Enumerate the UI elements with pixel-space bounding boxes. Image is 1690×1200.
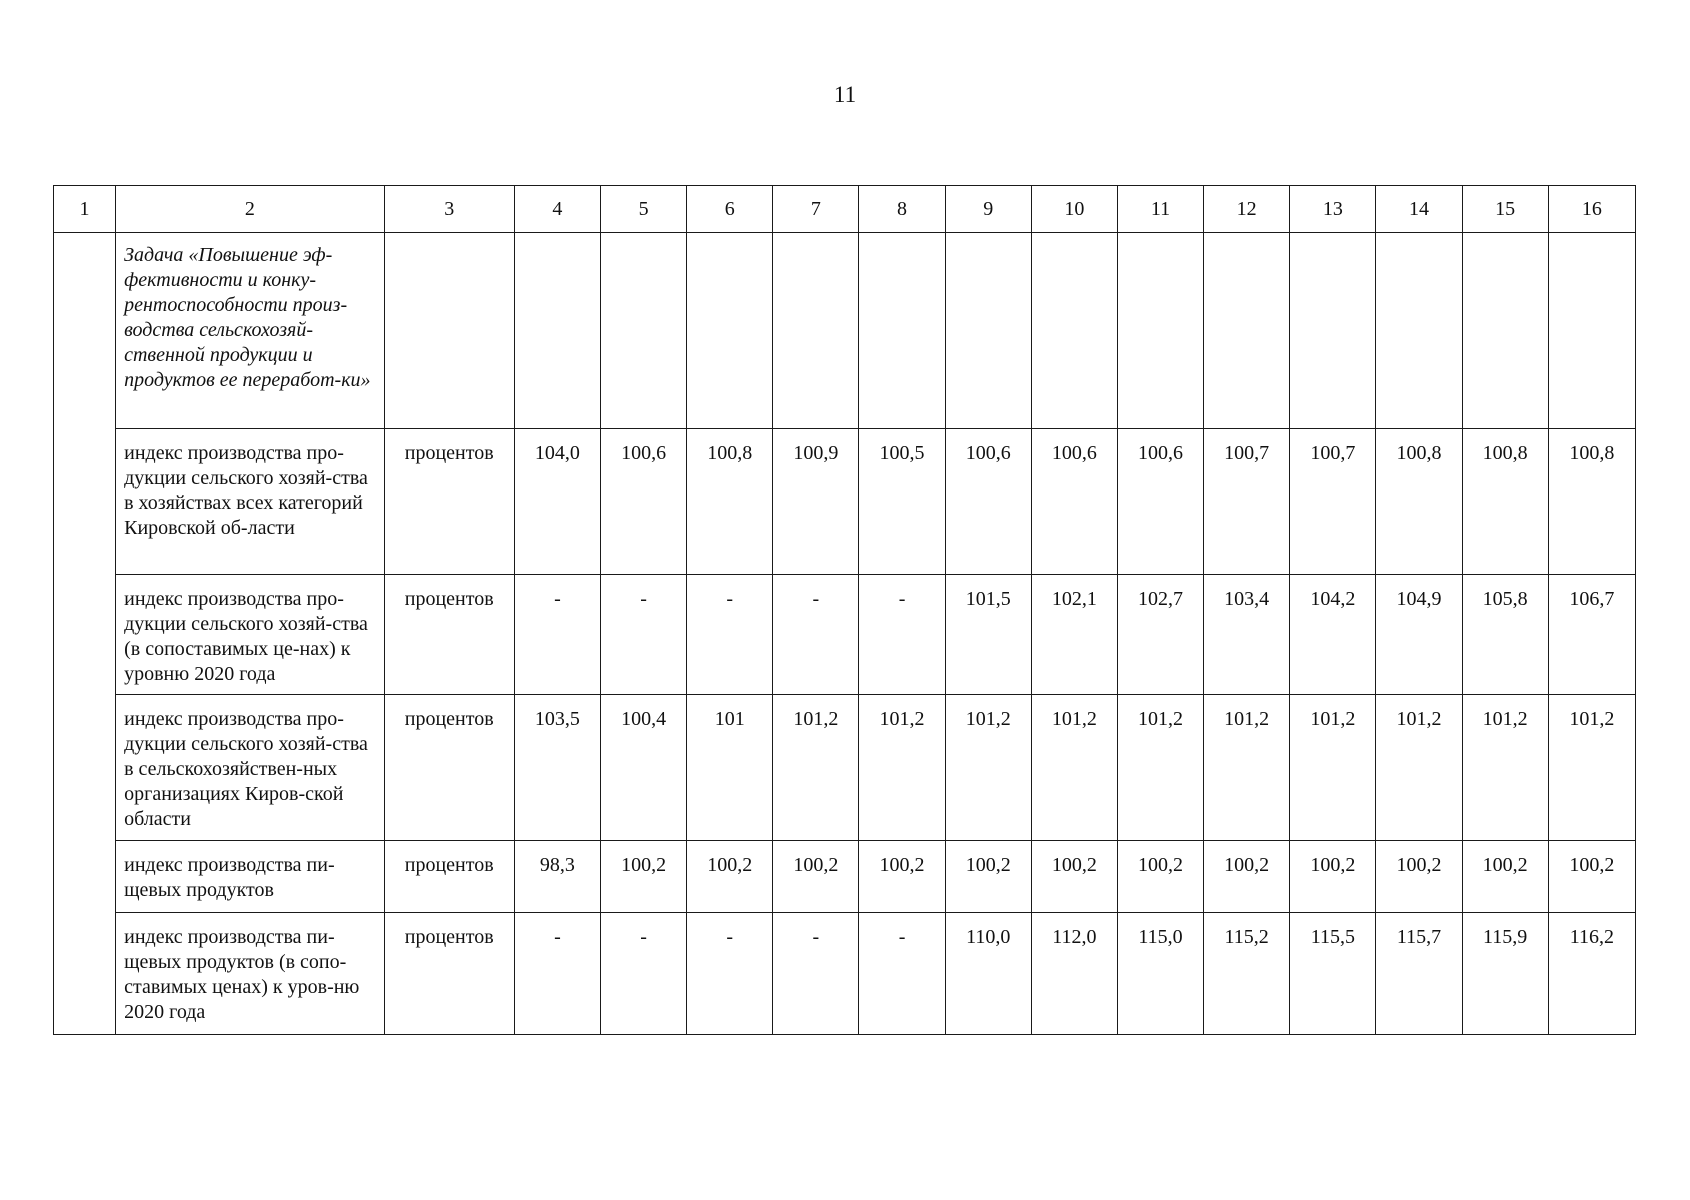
value-cell [945, 429, 1031, 575]
value-cell [1462, 913, 1548, 1035]
value: 100,2 [621, 854, 667, 876]
column-header: 2 [116, 186, 385, 233]
row-number-cell [54, 233, 116, 1035]
unit-label: процентов [404, 708, 494, 730]
value-cell [601, 841, 687, 913]
empty-cell [1548, 233, 1635, 429]
column-header: 13 [1290, 186, 1376, 233]
value: 110,0 [966, 926, 1011, 948]
value-cell [1031, 841, 1117, 913]
value-cell [514, 429, 600, 575]
unit-label: процентов [404, 926, 494, 948]
value: 101,2 [1224, 708, 1270, 730]
value: 100,6 [1138, 442, 1184, 464]
column-header: 9 [945, 186, 1031, 233]
value: 100,2 [1224, 854, 1270, 876]
value-cell [945, 841, 1031, 913]
value-cell [1462, 841, 1548, 913]
empty-cell [1462, 233, 1548, 429]
column-header: 12 [1204, 186, 1290, 233]
value-cell [1031, 695, 1117, 841]
value-cell [514, 695, 600, 841]
value-cell [1462, 695, 1548, 841]
column-header: 4 [514, 186, 600, 233]
value-cell [1376, 695, 1462, 841]
empty-cell [773, 233, 859, 429]
unit-cell [384, 575, 514, 695]
value-cell [687, 913, 773, 1035]
value-cell [773, 575, 859, 695]
value-cell [1290, 913, 1376, 1035]
value-cell [1462, 429, 1548, 575]
value: 101,2 [1138, 708, 1184, 730]
value: 100,8 [1396, 442, 1442, 464]
value: - [898, 926, 906, 948]
unit-cell [384, 429, 514, 575]
indicator-cell [116, 695, 385, 841]
value-cell [1204, 695, 1290, 841]
value: 103,4 [1224, 588, 1270, 610]
column-header: 8 [859, 186, 945, 233]
value-cell [859, 841, 945, 913]
empty-cell [687, 233, 773, 429]
unit-cell [384, 695, 514, 841]
value: 100,7 [1224, 442, 1270, 464]
value: 100,6 [621, 442, 667, 464]
column-header: 15 [1462, 186, 1548, 233]
value: - [554, 588, 561, 610]
value: 100,2 [1310, 854, 1356, 876]
value-cell [1031, 575, 1117, 695]
column-header: 11 [1117, 186, 1203, 233]
value-cell [601, 429, 687, 575]
column-header: 10 [1031, 186, 1117, 233]
empty-cell [384, 233, 514, 429]
value: 100,2 [1396, 854, 1442, 876]
column-header: 14 [1376, 186, 1462, 233]
indicator-name: индекс производства пи-щевых продуктов (в сопо-ставимых ценах) к уров-ню 2020 года [124, 926, 360, 1023]
empty-cell [1204, 233, 1290, 429]
header-row [54, 186, 1636, 233]
value-cell [1290, 429, 1376, 575]
indicator-row [54, 695, 1636, 841]
value: 102,7 [1138, 588, 1184, 610]
value: 101,2 [1482, 708, 1528, 730]
value: 102,1 [1051, 588, 1097, 610]
value-cell [1117, 695, 1203, 841]
value-cell [514, 913, 600, 1035]
task-title-cell [116, 233, 385, 429]
indicator-name: индекс производства пи-щевых продуктов [124, 854, 335, 901]
value: 115,5 [1310, 926, 1355, 948]
indicator-name: индекс производства про-дукции сельского хозяй-ства в сельскохозяйствен-ных организациях Киров-ской области [124, 708, 368, 830]
value-cell [1376, 429, 1462, 575]
value: 104,0 [534, 442, 580, 464]
value-cell [1204, 841, 1290, 913]
value: 98,3 [539, 854, 575, 876]
value: 100,2 [1051, 854, 1097, 876]
value: 104,2 [1310, 588, 1356, 610]
value: 100,2 [1138, 854, 1184, 876]
value: 105,8 [1482, 588, 1528, 610]
value: 101,5 [965, 588, 1011, 610]
value: 103,5 [534, 708, 580, 730]
value: - [554, 926, 561, 948]
empty-cell [1117, 233, 1203, 429]
value-cell [1462, 575, 1548, 695]
value: 100,5 [879, 442, 925, 464]
value: 100,9 [793, 442, 839, 464]
value: 115,2 [1224, 926, 1269, 948]
value: 100,6 [965, 442, 1011, 464]
value: 101,2 [1310, 708, 1356, 730]
value: - [812, 588, 820, 610]
indicator-cell [116, 575, 385, 695]
value: 106,7 [1569, 588, 1615, 610]
value: 100,2 [1569, 854, 1615, 876]
empty-cell [945, 233, 1031, 429]
value-cell [1204, 429, 1290, 575]
unit-label: процентов [404, 442, 494, 464]
value-cell [1117, 841, 1203, 913]
empty-cell [514, 233, 600, 429]
value: 100,8 [707, 442, 753, 464]
value: - [640, 926, 647, 948]
value: 100,2 [707, 854, 753, 876]
value: - [898, 588, 906, 610]
page-number: 11 [833, 82, 857, 107]
value-cell [1548, 575, 1635, 695]
value-cell [773, 913, 859, 1035]
value-cell [1548, 913, 1635, 1035]
value: - [726, 926, 734, 948]
value-cell [1117, 913, 1203, 1035]
column-header: 6 [687, 186, 773, 233]
indicator-cell [116, 429, 385, 575]
task-row [54, 233, 1636, 429]
value-cell [1290, 695, 1376, 841]
value: - [726, 588, 734, 610]
value: 100,4 [621, 708, 667, 730]
indicators-table [53, 185, 1636, 1035]
empty-cell [1290, 233, 1376, 429]
value-cell [773, 695, 859, 841]
indicator-row [54, 913, 1636, 1035]
value: 100,7 [1310, 442, 1356, 464]
value: - [640, 588, 647, 610]
value-cell [1031, 913, 1117, 1035]
indicator-row [54, 429, 1636, 575]
value-cell [1290, 841, 1376, 913]
value: 101 [714, 708, 745, 730]
empty-cell [601, 233, 687, 429]
indicator-cell [116, 841, 385, 913]
value-cell [859, 575, 945, 695]
task-title: Задача «Повышение эф-фективности и конку-рентоспособности произ-водства сельскохозяй-ственной продукции и продуктов ее переработ-ки» [124, 244, 371, 391]
value-cell [859, 913, 945, 1035]
value-cell [859, 695, 945, 841]
value-cell [514, 575, 600, 695]
value-cell [1376, 841, 1462, 913]
unit-cell [384, 913, 514, 1035]
value-cell [945, 913, 1031, 1035]
value: 100,2 [793, 854, 839, 876]
value-cell [945, 575, 1031, 695]
value: - [812, 926, 820, 948]
empty-cell [1376, 233, 1462, 429]
value: 101,2 [1396, 708, 1442, 730]
value: 100,2 [965, 854, 1011, 876]
value-cell [1031, 429, 1117, 575]
indicator-row [54, 841, 1636, 913]
value-cell [1376, 913, 1462, 1035]
value-cell [601, 575, 687, 695]
value-cell [687, 695, 773, 841]
value: 100,8 [1482, 442, 1528, 464]
value: 115,9 [1483, 926, 1528, 948]
value-cell [601, 695, 687, 841]
value: 112,0 [1052, 926, 1097, 948]
indicator-cell [116, 913, 385, 1035]
value-cell [1117, 429, 1203, 575]
column-header: 5 [601, 186, 687, 233]
value: 101,2 [793, 708, 839, 730]
value-cell [1376, 575, 1462, 695]
value-cell [514, 841, 600, 913]
indicator-name: индекс производства про-дукции сельского хозяй-ства (в сопоставимых це-нах) к уровню 2020 года [124, 588, 368, 685]
column-header: 1 [54, 186, 116, 233]
column-header: 7 [773, 186, 859, 233]
column-header: 3 [384, 186, 514, 233]
value-cell [687, 429, 773, 575]
value: 100,2 [1482, 854, 1528, 876]
empty-cell [1031, 233, 1117, 429]
unit-cell [384, 841, 514, 913]
value-cell [1204, 575, 1290, 695]
value-cell [687, 575, 773, 695]
value-cell [601, 913, 687, 1035]
value: 115,0 [1138, 926, 1183, 948]
value-cell [859, 429, 945, 575]
value: 101,2 [1569, 708, 1615, 730]
indicator-row [54, 575, 1636, 695]
value: 104,9 [1396, 588, 1442, 610]
value: 101,2 [879, 708, 925, 730]
value: 100,8 [1569, 442, 1615, 464]
value: 100,6 [1051, 442, 1097, 464]
value: 101,2 [1051, 708, 1097, 730]
value-cell [773, 429, 859, 575]
value: 100,2 [879, 854, 925, 876]
value-cell [1548, 841, 1635, 913]
value-cell [1548, 429, 1635, 575]
value-cell [773, 841, 859, 913]
value: 101,2 [965, 708, 1011, 730]
column-header: 16 [1548, 186, 1635, 233]
value-cell [945, 695, 1031, 841]
value: 115,7 [1396, 926, 1442, 948]
empty-cell [859, 233, 945, 429]
indicator-name: индекс производства про-дукции сельского хозяй-ства в хозяйствах всех категорий Кировской об-ласти [124, 442, 368, 539]
value-cell [1117, 575, 1203, 695]
unit-label: процентов [404, 588, 494, 610]
unit-label: процентов [404, 854, 494, 876]
value: 116,2 [1569, 926, 1614, 948]
value-cell [1290, 575, 1376, 695]
value-cell [687, 841, 773, 913]
value-cell [1548, 695, 1635, 841]
value-cell [1204, 913, 1290, 1035]
